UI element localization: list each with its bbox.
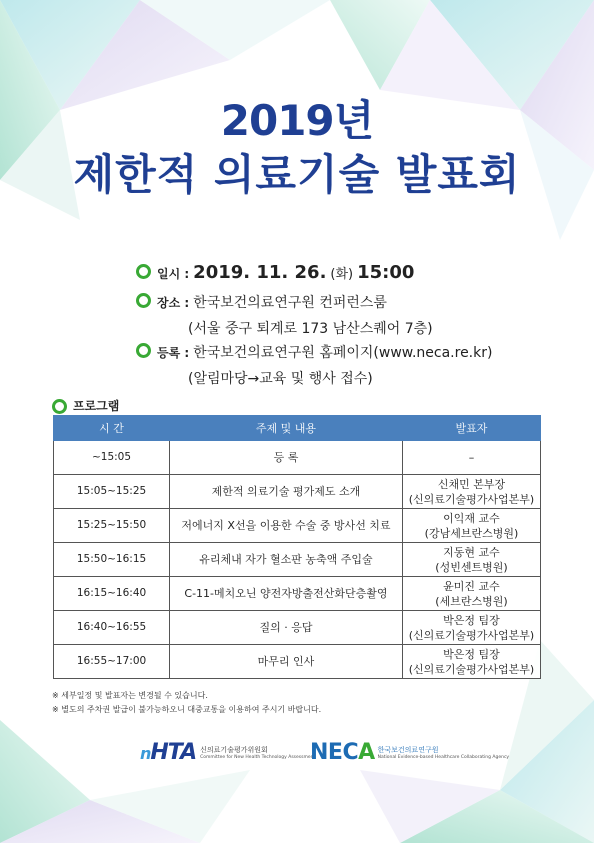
presenter-affiliation: (신의료기술평가사업본부) bbox=[408, 628, 535, 642]
presenter-name: 박은정 팀장 bbox=[443, 647, 500, 661]
row-time: 16:15~16:40 bbox=[54, 577, 170, 611]
circle-bullet-icon bbox=[136, 264, 151, 279]
presenter-affiliation: (신의료기술평가사업본부) bbox=[408, 662, 535, 676]
program-table bbox=[53, 415, 541, 679]
note-parking: ※ 별도의 주차권 발급이 불가능하오니 대중교통을 이용하여 주시기 바랍니다. bbox=[52, 705, 322, 714]
program-heading bbox=[52, 397, 119, 414]
column-header-topic: 주제 및 내용 bbox=[170, 416, 403, 441]
presenter-affiliation: (세브란스병원) bbox=[435, 594, 508, 608]
presenter-name: 이익재 교수 bbox=[443, 511, 500, 525]
program-heading-label: 프로그램 bbox=[73, 399, 120, 413]
presenter-name: – bbox=[468, 451, 475, 464]
circle-bullet-icon bbox=[136, 293, 151, 308]
note-schedule-change: ※ 세부일정 및 발표자는 변경될 수 있습니다. bbox=[52, 691, 208, 700]
info-place bbox=[136, 292, 433, 338]
neca-english-name: National Evidence-based Healthcare Collaborating Agency bbox=[377, 755, 510, 760]
neca-korean-name: 한국보건의료연구원 bbox=[377, 746, 439, 754]
info-date bbox=[136, 262, 414, 283]
presenter-name: 지동현 교수 bbox=[443, 545, 500, 559]
date-value: 2019. 11. 26. bbox=[193, 262, 327, 283]
row-topic: 제한적 의료기술 평가제도 소개 bbox=[170, 475, 403, 509]
table-row bbox=[54, 645, 541, 679]
presenter-affiliation: (강남세브란스병원) bbox=[424, 526, 519, 540]
row-presenter bbox=[402, 543, 540, 577]
row-topic: 질의 · 응답 bbox=[170, 611, 403, 645]
hta-korean-name: 신의료기술평가위원회 bbox=[200, 746, 268, 754]
row-presenter bbox=[402, 475, 540, 509]
registration-line2: (알림마당→교육 및 행사 접수) bbox=[188, 371, 373, 387]
info-registration bbox=[136, 342, 492, 388]
registration-line1[interactable]: 한국보건의료연구원 홈페이지(www.neca.re.kr) bbox=[193, 345, 493, 361]
date-time: 15:00 bbox=[357, 262, 415, 283]
presenter-name: 신채민 본부장 bbox=[437, 477, 506, 491]
hta-english-name: Committee for New Health Technology Assessment bbox=[200, 755, 316, 760]
hta-logo-mark: nHTA bbox=[140, 740, 197, 765]
place-line2: (서울 중구 퇴계로 173 남산스퀘어 7층) bbox=[188, 321, 433, 337]
table-row bbox=[54, 577, 541, 611]
row-presenter bbox=[402, 611, 540, 645]
row-topic: 저에너지 X선을 이용한 수술 중 방사선 치료 bbox=[170, 509, 403, 543]
circle-bullet-icon bbox=[136, 343, 151, 358]
table-header-row bbox=[54, 416, 541, 441]
row-presenter bbox=[402, 509, 540, 543]
table-row bbox=[54, 509, 541, 543]
row-time: 15:25~15:50 bbox=[54, 509, 170, 543]
neca-logo-text bbox=[378, 745, 509, 760]
row-time: 15:50~16:15 bbox=[54, 543, 170, 577]
table-row bbox=[54, 543, 541, 577]
column-header-time: 시 간 bbox=[54, 416, 170, 441]
table-row bbox=[54, 475, 541, 509]
row-time: 16:55~17:00 bbox=[54, 645, 170, 679]
notes bbox=[52, 689, 321, 717]
presenter-affiliation: (신의료기술평가사업본부) bbox=[408, 492, 535, 506]
place-line1: 한국보건의료연구원 컨퍼런스룸 bbox=[193, 295, 387, 311]
presenter-name: 윤미진 교수 bbox=[443, 579, 500, 593]
place-label: 장소 : bbox=[157, 296, 190, 310]
neca-logo-mark: NECA bbox=[310, 740, 375, 765]
neca-logo bbox=[310, 740, 509, 765]
row-time: 16:40~16:55 bbox=[54, 611, 170, 645]
row-presenter bbox=[402, 441, 540, 475]
title-year: 2019년 bbox=[220, 96, 374, 145]
date-label: 일시 : bbox=[157, 267, 190, 281]
hta-logo-text bbox=[200, 745, 315, 760]
row-topic: 마무리 인사 bbox=[170, 645, 403, 679]
column-header-presenter: 발표자 bbox=[402, 416, 540, 441]
row-topic: 등 록 bbox=[170, 441, 403, 475]
row-presenter bbox=[402, 577, 540, 611]
row-presenter bbox=[402, 645, 540, 679]
row-time: 15:05~15:25 bbox=[54, 475, 170, 509]
date-day: (화) bbox=[330, 267, 354, 282]
title-main: 제한적 의료기술 발표회 bbox=[73, 150, 521, 199]
row-topic: 유리체내 자가 혈소판 농축액 주입술 bbox=[170, 543, 403, 577]
row-topic: C-11-메치오닌 양전자방출전산화단층촬영 bbox=[170, 577, 403, 611]
presenter-affiliation: (성빈센트병원) bbox=[435, 560, 508, 574]
registration-label: 등록 : bbox=[157, 346, 190, 360]
hta-logo bbox=[140, 740, 315, 765]
table-row bbox=[54, 441, 541, 475]
presenter-name: 박은정 팀장 bbox=[443, 613, 500, 627]
circle-bullet-icon bbox=[52, 399, 67, 414]
row-time: ~15:05 bbox=[54, 441, 170, 475]
table-row bbox=[54, 611, 541, 645]
